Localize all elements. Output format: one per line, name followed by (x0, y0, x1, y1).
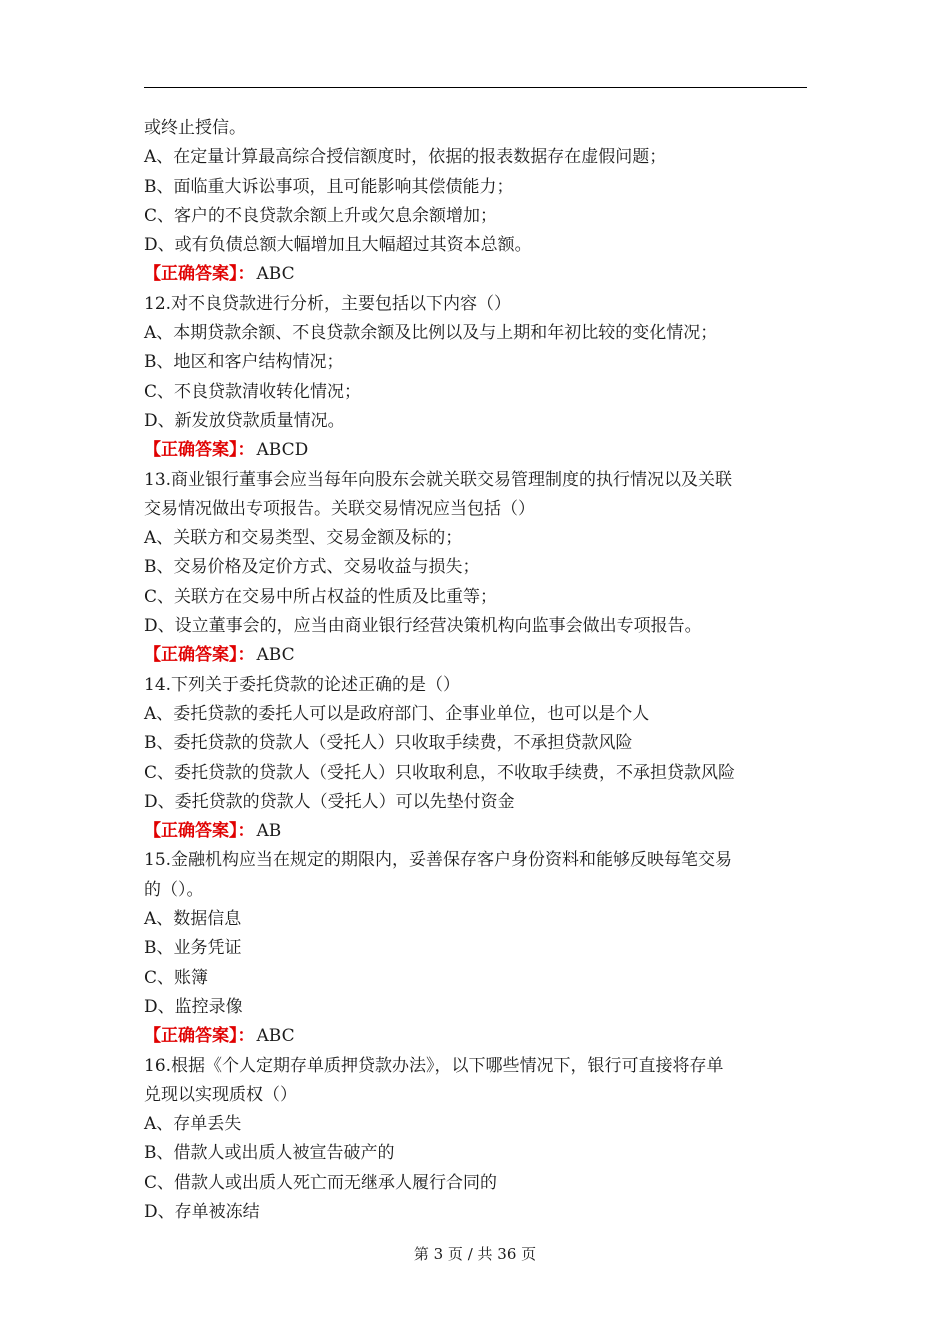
text-line: D、监控录像 (144, 996, 243, 1017)
text-line: A、在定量计算最高综合授信额度时，依据的报表数据存在虚假问题； (144, 147, 667, 168)
text-line: B、委托贷款的贷款人（受托人）只收取手续费，不承担贷款风险 (144, 733, 633, 754)
text-line: C、借款人或出质人死亡而无继承人履行合同的 (144, 1172, 498, 1193)
text-line: A、委托贷款的委托人可以是政府部门、企事业单位，也可以是个人 (144, 703, 650, 724)
text-line: C、不良贷款清收转化情况； (144, 381, 362, 402)
text-line: B、业务凭证 (144, 938, 242, 959)
text-line: 交易情况做出专项报告。关联交易情况应当包括（） (144, 498, 535, 519)
answer-label: 【正确答案】： (144, 440, 255, 461)
text-line: 14.下列关于委托贷款的论述正确的是（） (144, 674, 461, 695)
answer-label: 【正确答案】： (144, 264, 255, 285)
text-line: C、客户的不良贷款余额上升或欠息余额增加； (144, 205, 498, 226)
answer-label: 【正确答案】： (144, 645, 255, 666)
answer-value: ABCD (256, 440, 309, 461)
page-footer: 第 3 页 / 共 36 页 (413, 1245, 537, 1263)
text-line: B、面临重大诉讼事项，且可能影响其偿债能力； (144, 176, 514, 197)
text-line: C、账簿 (144, 967, 209, 988)
text-line: D、新发放贷款质量情况。 (144, 410, 345, 431)
header-rule (144, 87, 807, 88)
text-line: B、借款人或出质人被宣告破产的 (144, 1143, 395, 1164)
answer-line (144, 1022, 814, 1051)
text-line: 13.商业银行董事会应当每年向股东会就关联交易管理制度的执行情况以及关联 (144, 469, 733, 490)
answer-label: 【正确答案】： (144, 1026, 255, 1047)
text-line: 兑现以实现质权（） (144, 1084, 297, 1105)
text-line: A、本期贷款余额、不良贷款余额及比例以及与上期和年初比较的变化情况； (144, 323, 718, 344)
text-line: A、数据信息 (144, 909, 242, 930)
text-line: 或终止授信。 (144, 118, 246, 138)
document-body (144, 114, 814, 1227)
text-line: D、存单被冻结 (144, 1201, 260, 1222)
text-line: B、交易价格及定价方式、交易收益与损失； (144, 557, 480, 578)
answer-value: ABC (256, 264, 295, 285)
answer-value: ABC (256, 645, 295, 666)
answer-line (144, 436, 814, 465)
text-line: A、存单丢失 (144, 1114, 242, 1135)
answer-line (144, 817, 814, 846)
text-line: A、关联方和交易类型、交易金额及标的； (144, 528, 463, 549)
text-line: B、地区和客户结构情况； (144, 352, 344, 373)
text-line: D、或有负债总额大幅增加且大幅超过其资本总额。 (144, 235, 532, 256)
text-line: 的（）。 (144, 879, 204, 900)
answer-value: ABC (256, 1026, 295, 1047)
text-line: C、关联方在交易中所占权益的性质及比重等； (144, 586, 498, 607)
answer-line (144, 260, 814, 289)
answer-label: 【正确答案】： (144, 821, 255, 842)
text-line: D、设立董事会的，应当由商业银行经营决策机构向监事会做出专项报告。 (144, 616, 702, 637)
answer-line (144, 641, 814, 670)
text-line: 16.根据《个人定期存单质押贷款办法》，以下哪些情况下，银行可直接将存单 (144, 1055, 724, 1076)
answer-value: AB (256, 821, 282, 842)
text-line: 15.金融机构应当在规定的期限内，妥善保存客户身份资料和能够反映每笔交易 (144, 850, 733, 871)
text-line: 12.对不良贷款进行分析，主要包括以下内容（） (144, 293, 512, 314)
text-line: C、委托贷款的贷款人（受托人）只收取利息，不收取手续费，不承担贷款风险 (144, 762, 736, 783)
text-line: D、委托贷款的贷款人（受托人）可以先垫付资金 (144, 791, 515, 812)
